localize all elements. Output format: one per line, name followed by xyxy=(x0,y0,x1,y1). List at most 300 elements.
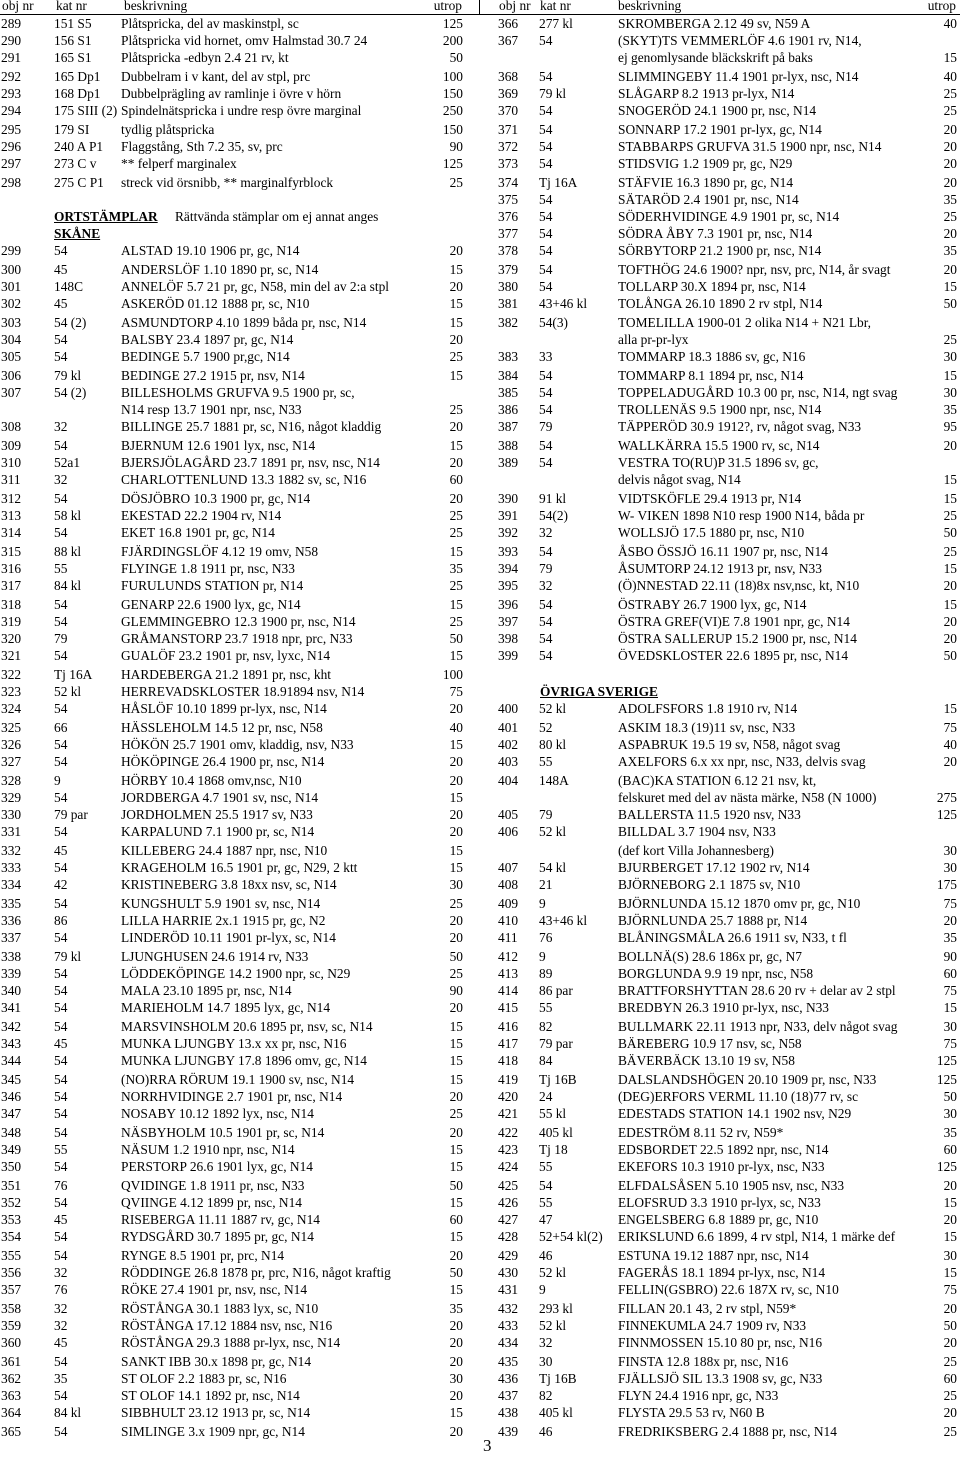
description-cell: HÖRBY 10.4 1868 omv,nsc, N10 xyxy=(121,773,302,788)
katnr-cell: 54 xyxy=(539,209,553,224)
katnr-cell: 54 xyxy=(54,648,68,663)
list-item xyxy=(480,1177,960,1194)
description-cell: RÖSTÅNGA 29.3 1888 pr-lyx, nsc, N14 xyxy=(121,1335,341,1350)
objnr-cell: 413 xyxy=(498,966,519,981)
price-cell: 15 xyxy=(943,472,957,487)
price-cell: 20 xyxy=(449,754,463,769)
katnr-cell: 84 xyxy=(539,1053,553,1068)
objnr-cell: 428 xyxy=(498,1229,519,1244)
list-item xyxy=(480,1124,960,1141)
price-cell: 20 xyxy=(449,1000,463,1015)
list-item xyxy=(480,49,960,66)
katnr-cell: 35 xyxy=(54,1371,68,1386)
katnr-cell: 89 xyxy=(539,966,553,981)
price-cell: 50 xyxy=(449,949,463,964)
price-cell: 150 xyxy=(442,122,463,137)
list-item xyxy=(0,683,480,700)
description-cell: NORRHVIDINGE 2.7 1901 pr, nsc, N14 xyxy=(121,1089,343,1104)
list-item xyxy=(480,982,960,999)
description-cell: STIDSVIG 1.2 1909 pr, gc, N29 xyxy=(618,156,793,171)
list-item xyxy=(480,314,960,331)
price-cell: 50 xyxy=(449,50,463,65)
objnr-cell: 418 xyxy=(498,1053,519,1068)
price-cell: 30 xyxy=(943,1248,957,1263)
katnr-cell: 165 S1 xyxy=(54,50,92,65)
katnr-cell: 54 xyxy=(54,1159,68,1174)
list-item xyxy=(480,1141,960,1158)
price-cell: 35 xyxy=(943,243,957,258)
price-cell: 15 xyxy=(449,1036,463,1051)
objnr-cell: 382 xyxy=(498,315,519,330)
objnr-cell: 407 xyxy=(498,860,519,875)
katnr-cell: 45 xyxy=(54,296,68,311)
objnr-cell: 311 xyxy=(1,472,21,487)
description-cell: EDESTRÖM 8.11 52 rv, N59* xyxy=(618,1125,784,1140)
description-cell: SLIMMINGEBY 11.4 1901 pr-lyx, nsc, N14 xyxy=(618,69,859,84)
price-cell: 30 xyxy=(943,860,957,875)
list-item xyxy=(480,948,960,965)
katnr-cell: 52 kl xyxy=(539,701,567,716)
description-cell: FINNMOSSEN 15.10 80 pr, nsc, N16 xyxy=(618,1335,823,1350)
katnr-cell: 54 xyxy=(54,1019,68,1034)
description-cell: TOMELILLA 1900-01 2 olika N14 + N21 Lbr, xyxy=(618,315,871,330)
description-cell: SONNARP 17.2 1901 pr-lyx, gc, N14 xyxy=(618,122,822,137)
price-cell: 20 xyxy=(449,1388,463,1403)
description-cell: delvis något svag, N14 xyxy=(618,472,741,487)
description-cell: RÖSTÅNGA 30.1 1883 lyx, sc, N10 xyxy=(121,1301,319,1316)
list-item xyxy=(480,630,960,647)
description-cell: MUNKA LJUNGBY 17.8 1896 omv, gc, N14 xyxy=(121,1053,367,1068)
katnr-cell: 54 xyxy=(539,614,553,629)
price-cell: 20 xyxy=(449,913,463,928)
list-item xyxy=(0,736,480,753)
description-cell: alla pr-pr-lyx xyxy=(618,332,689,347)
list-item xyxy=(0,895,480,912)
description-cell: BREDBYN 26.3 1910 pr-lyx, nsc, N33 xyxy=(618,1000,830,1015)
katnr-cell: 54 xyxy=(54,1424,68,1439)
description-cell: NÄSBYHOLM 10.5 1901 pr, sc, N14 xyxy=(121,1125,325,1140)
header-utrop: utrop xyxy=(433,0,462,13)
katnr-cell: 54 xyxy=(54,896,68,911)
price-cell: 20 xyxy=(449,1335,463,1350)
katnr-cell: 277 kl xyxy=(539,16,573,31)
price-cell: 90 xyxy=(449,983,463,998)
katnr-cell: 54(3) xyxy=(539,315,569,330)
list-item xyxy=(0,560,480,577)
objnr-cell: 394 xyxy=(498,561,519,576)
katnr-cell: 91 kl xyxy=(539,491,567,506)
price-cell: 90 xyxy=(943,949,957,964)
katnr-cell: 52 xyxy=(539,720,553,735)
list-item xyxy=(0,719,480,736)
katnr-cell: 30 xyxy=(539,1354,553,1369)
list-item xyxy=(480,242,960,259)
list-item xyxy=(480,1404,960,1421)
description-cell: GENARP 22.6 1900 lyx, gc, N14 xyxy=(121,597,301,612)
katnr-cell: 165 Dp1 xyxy=(54,69,101,84)
list-item xyxy=(0,982,480,999)
objnr-cell: 343 xyxy=(1,1036,22,1051)
objnr-cell: 289 xyxy=(1,16,22,31)
katnr-cell: 54 xyxy=(54,1000,68,1015)
description-cell: SÖDERHVIDINGE 4.9 1901 pr, sc, N14 xyxy=(618,209,840,224)
description-cell: HARDEBERGA 21.2 1891 pr, nsc, kht xyxy=(121,667,331,682)
list-item xyxy=(0,912,480,929)
objnr-cell: 438 xyxy=(498,1405,519,1420)
katnr-cell: 52a1 xyxy=(54,455,81,470)
description-cell: DALSLANDSHÖGEN 20.10 1909 pr, nsc, N33 xyxy=(618,1072,877,1087)
list-item xyxy=(480,1334,960,1351)
katnr-cell: 52 kl xyxy=(539,1318,567,1333)
list-item xyxy=(480,1423,960,1440)
katnr-cell: 54 xyxy=(539,139,553,154)
objnr-cell: 352 xyxy=(1,1195,22,1210)
list-item xyxy=(0,1370,480,1387)
objnr-cell: 432 xyxy=(498,1301,519,1316)
price-cell: 15 xyxy=(449,843,463,858)
price-cell: 50 xyxy=(943,525,957,540)
description-cell: STABBARPS GRUFVA 31.5 1900 npr, nsc, N14 xyxy=(618,139,882,154)
list-item xyxy=(480,700,960,717)
objnr-cell: 291 xyxy=(1,50,22,65)
objnr-cell: 364 xyxy=(1,1405,22,1420)
objnr-cell: 402 xyxy=(498,737,519,752)
description-cell: ST OLOF 14.1 1892 pr, nsc, N14 xyxy=(121,1388,300,1403)
price-cell: 15 xyxy=(943,368,957,383)
list-item xyxy=(0,1177,480,1194)
price-cell: 30 xyxy=(943,843,957,858)
list-item xyxy=(0,772,480,789)
katnr-cell: 54 xyxy=(54,1195,68,1210)
description-cell: NOSABY 10.12 1892 lyx, nsc, N14 xyxy=(121,1106,314,1121)
objnr-cell: 320 xyxy=(1,631,22,646)
objnr-cell: 350 xyxy=(1,1159,22,1174)
price-cell: 20 xyxy=(449,1424,463,1439)
price-cell: 20 xyxy=(449,1089,463,1104)
objnr-cell: 358 xyxy=(1,1301,22,1316)
header-beskrivning: beskrivning xyxy=(618,0,682,13)
price-cell: 25 xyxy=(943,332,957,347)
katnr-cell: 54 xyxy=(539,544,553,559)
objnr-cell: 422 xyxy=(498,1125,519,1140)
katnr-cell: 55 xyxy=(54,1142,68,1157)
objnr-cell: 411 xyxy=(498,930,518,945)
price-cell: 15 xyxy=(943,1265,957,1280)
description-cell: (Ö)NNESTAD 22.11 (18)8x nsv,nsc, kt, N10 xyxy=(618,578,860,593)
list-item xyxy=(480,155,960,172)
list-item xyxy=(0,1317,480,1334)
objnr-cell: 381 xyxy=(498,296,519,311)
katnr-cell: 45 xyxy=(54,262,68,277)
list-item xyxy=(0,524,480,541)
price-cell: 50 xyxy=(943,296,957,311)
description-cell: SNOGERÖD 24.1 1900 pr, nsc, N14 xyxy=(618,103,817,118)
description-cell: FILLAN 20.1 43, 2 rv stpl, N59* xyxy=(618,1301,797,1316)
objnr-cell: 342 xyxy=(1,1019,22,1034)
list-item xyxy=(0,278,480,295)
description-cell: BÄREBERG 10.9 17 nsv, sc, N58 xyxy=(618,1036,802,1051)
katnr-cell: 54 xyxy=(539,243,553,258)
price-cell: 20 xyxy=(943,1335,957,1350)
description-cell: Spindelnätspricka i undre resp övre marginal xyxy=(121,103,362,118)
description-cell: ASKIM 18.3 (19)11 sv, nsc, N33 xyxy=(618,720,796,735)
list-item xyxy=(0,613,480,630)
price-cell: 20 xyxy=(449,824,463,839)
price-cell: 20 xyxy=(943,175,957,190)
price-cell: 75 xyxy=(943,1036,957,1051)
katnr-cell: 151 S5 xyxy=(54,16,92,31)
objnr-cell: 313 xyxy=(1,508,22,523)
katnr-cell: 54 xyxy=(539,279,553,294)
list-item xyxy=(480,225,960,242)
objnr-cell: 399 xyxy=(498,648,519,663)
right-column xyxy=(479,0,960,1439)
objnr-cell: 363 xyxy=(1,1388,22,1403)
price-cell: 30 xyxy=(943,1106,957,1121)
description-cell: BJERNUM 12.6 1901 lyx, nsc, N14 xyxy=(121,438,316,453)
katnr-cell: 86 xyxy=(54,913,68,928)
description-cell: EDSBORDET 22.5 1892 npr, nsc, N14 xyxy=(618,1142,829,1157)
objnr-cell: 372 xyxy=(498,139,519,154)
section-heading-row xyxy=(480,683,960,700)
katnr-cell: 55 xyxy=(539,754,553,769)
katnr-cell: 33 xyxy=(539,349,553,364)
list-item xyxy=(0,174,480,191)
list-item xyxy=(480,348,960,365)
description-cell: FJÄLLSJÖ SIL 13.3 1908 sv, gc, N33 xyxy=(618,1371,823,1386)
katnr-cell: 54 xyxy=(54,860,68,875)
katnr-cell: 54 xyxy=(54,525,68,540)
description-cell: ANNELÖF 5.7 21 pr, gc, N58, min del av 2:a stpl xyxy=(121,279,389,294)
list-item xyxy=(0,1158,480,1175)
katnr-cell: 88 kl xyxy=(54,544,82,559)
katnr-cell: 84 kl xyxy=(54,578,82,593)
list-item xyxy=(0,437,480,454)
list-item xyxy=(0,1124,480,1141)
price-cell: 25 xyxy=(449,349,463,364)
objnr-cell: 346 xyxy=(1,1089,22,1104)
objnr-cell: 434 xyxy=(498,1335,519,1350)
objnr-cell: 415 xyxy=(498,1000,519,1015)
description-cell: ELFDALSÅSEN 5.10 1905 nsv, nsc, N33 xyxy=(618,1178,845,1193)
price-cell: 30 xyxy=(449,877,463,892)
description-cell: FELLIN(GSBRO) 22.6 187X rv, sc, N10 xyxy=(618,1282,839,1297)
price-cell: 25 xyxy=(943,1424,957,1439)
list-item xyxy=(480,1071,960,1088)
price-cell: 20 xyxy=(943,226,957,241)
header-katnr: kat nr xyxy=(56,0,87,13)
list-item xyxy=(0,806,480,823)
price-cell: 40 xyxy=(943,69,957,84)
price-cell: 125 xyxy=(442,156,463,171)
objnr-cell: 436 xyxy=(498,1371,519,1386)
list-item xyxy=(0,1300,480,1317)
price-cell: 15 xyxy=(943,1000,957,1015)
katnr-cell: 54 xyxy=(54,737,68,752)
katnr-cell: 43+46 kl xyxy=(539,296,588,311)
objnr-cell: 302 xyxy=(1,296,22,311)
objnr-cell: 290 xyxy=(1,33,22,48)
description-cell: TROLLENÄS 9.5 1900 npr, nsc, N14 xyxy=(618,402,822,417)
price-cell: 25 xyxy=(943,103,957,118)
list-item xyxy=(480,1353,960,1370)
description-cell: TOFTHÖG 24.6 1900? npr, nsv, prc, N14, år svagt xyxy=(618,262,891,277)
katnr-cell: 76 xyxy=(54,1178,68,1193)
katnr-cell: 9 xyxy=(539,1282,546,1297)
objnr-cell: 312 xyxy=(1,491,22,506)
katnr-cell: 273 C v xyxy=(54,156,97,171)
objnr-cell: 419 xyxy=(498,1072,519,1087)
katnr-cell: 54 xyxy=(54,491,68,506)
price-cell: 25 xyxy=(449,508,463,523)
list-item xyxy=(480,577,960,594)
list-item xyxy=(480,1211,960,1228)
katnr-cell: 79 par xyxy=(54,807,88,822)
objnr-cell: 384 xyxy=(498,368,519,383)
katnr-cell: 32 xyxy=(54,1301,68,1316)
list-item xyxy=(480,647,960,664)
description-cell: JORDBERGA 4.7 1901 sv, nsc, N14 xyxy=(121,790,319,805)
description-cell: DÖSJÖBRO 10.3 1900 pr, gc, N14 xyxy=(121,491,311,506)
list-item xyxy=(0,1228,480,1245)
list-item xyxy=(480,85,960,102)
objnr-cell: 345 xyxy=(1,1072,22,1087)
list-item xyxy=(480,208,960,225)
description-cell: FJÄRDINGSLÖF 4.12 19 omv, N58 xyxy=(121,544,319,559)
list-item xyxy=(480,367,960,384)
katnr-cell: 405 kl xyxy=(539,1125,573,1140)
price-cell: 15 xyxy=(449,1053,463,1068)
katnr-cell: 32 xyxy=(54,472,68,487)
objnr-cell: 366 xyxy=(498,16,519,31)
price-cell: 15 xyxy=(449,438,463,453)
list-item xyxy=(480,331,960,348)
objnr-cell: 396 xyxy=(498,597,519,612)
objnr-cell: 310 xyxy=(1,455,22,470)
objnr-cell: 386 xyxy=(498,402,519,417)
objnr-cell: 378 xyxy=(498,243,519,258)
description-cell: LINDERÖD 10.11 1901 pr-lyx, sc, N14 xyxy=(121,930,336,945)
katnr-cell: 54 xyxy=(54,1248,68,1263)
katnr-cell: Tj 16B xyxy=(539,1072,577,1087)
list-item xyxy=(0,138,480,155)
katnr-cell: 82 xyxy=(539,1019,553,1034)
list-item xyxy=(0,401,480,418)
list-item xyxy=(0,155,480,172)
description-cell: BEDINGE 27.2 1915 pr, nsv, N14 xyxy=(121,368,305,383)
price-cell: 150 xyxy=(442,86,463,101)
katnr-cell: 54 xyxy=(539,631,553,646)
katnr-cell: 79 kl xyxy=(539,86,567,101)
description-cell: BLÅNINGSMÅLA 26.6 1911 sv, N33, t fl xyxy=(618,930,847,945)
list-item xyxy=(0,418,480,435)
header-utrop: utrop xyxy=(927,0,956,13)
objnr-cell: 392 xyxy=(498,525,519,540)
description-cell: WOLLSJÖ 17.5 1880 pr, nsc, N10 xyxy=(618,525,805,540)
objnr-cell: 423 xyxy=(498,1142,519,1157)
katnr-cell: 54 xyxy=(54,701,68,716)
objnr-cell: 371 xyxy=(498,122,519,137)
katnr-cell: 54 xyxy=(539,648,553,663)
objnr-cell: 294 xyxy=(1,103,22,118)
katnr-cell: Tj 16A xyxy=(54,667,93,682)
description-cell: Dubbelram i v kant, del av stpl, prc xyxy=(121,69,311,84)
katnr-cell: 54 (2) xyxy=(54,385,87,400)
list-item xyxy=(0,85,480,102)
list-item xyxy=(480,1300,960,1317)
objnr-cell: 431 xyxy=(498,1282,519,1297)
katnr-cell: 66 xyxy=(54,720,68,735)
katnr-cell: 54 xyxy=(539,455,553,470)
objnr-cell: 307 xyxy=(1,385,22,400)
price-cell: 20 xyxy=(449,701,463,716)
objnr-cell: 375 xyxy=(498,192,519,207)
katnr-cell: 79 xyxy=(539,419,553,434)
price-cell: 35 xyxy=(943,192,957,207)
price-cell: 15 xyxy=(943,50,957,65)
price-cell: 75 xyxy=(943,1282,957,1297)
price-cell: 25 xyxy=(449,1106,463,1121)
katnr-cell: 168 Dp1 xyxy=(54,86,101,101)
description-cell: SANKT IBB 30.x 1898 pr, gc, N14 xyxy=(121,1354,312,1369)
katnr-cell: 52 kl xyxy=(54,684,82,699)
katnr-cell: 55 kl xyxy=(539,1106,567,1121)
price-cell: 125 xyxy=(936,1053,957,1068)
objnr-cell: 306 xyxy=(1,368,22,383)
price-cell: 40 xyxy=(943,737,957,752)
objnr-cell: 427 xyxy=(498,1212,519,1227)
katnr-cell: 32 xyxy=(54,1318,68,1333)
katnr-cell: 52 kl xyxy=(539,1265,567,1280)
katnr-cell: 32 xyxy=(539,578,553,593)
price-cell: 15 xyxy=(943,597,957,612)
katnr-cell: 80 kl xyxy=(539,737,567,752)
list-item xyxy=(480,1317,960,1334)
objnr-cell: 377 xyxy=(498,226,519,241)
katnr-cell: 54(2) xyxy=(539,508,569,523)
list-item xyxy=(480,859,960,876)
description-cell: BRATTFORSHYTTAN 28.6 20 rv + delar av 2 stpl xyxy=(618,983,896,998)
list-item xyxy=(480,806,960,823)
description-cell: (def kort Villa Johannesberg) xyxy=(618,843,774,858)
objnr-cell: 305 xyxy=(1,349,22,364)
katnr-cell: 148A xyxy=(539,773,569,788)
objnr-cell: 303 xyxy=(1,315,22,330)
description-cell: SIBBHULT 23.12 1913 pr, sc, N14 xyxy=(121,1405,311,1420)
objnr-cell: 405 xyxy=(498,807,519,822)
katnr-cell: 32 xyxy=(539,1335,553,1350)
katnr-cell: 54 xyxy=(539,262,553,277)
list-item xyxy=(0,490,480,507)
description-cell: ALSTAD 19.10 1906 pr, gc, N14 xyxy=(121,243,300,258)
list-item xyxy=(0,102,480,119)
list-item xyxy=(480,772,960,789)
objnr-cell: 297 xyxy=(1,156,22,171)
description-cell: ENGELSBERG 6.8 1889 pr, gc, N10 xyxy=(618,1212,819,1227)
katnr-cell: 54 xyxy=(54,332,68,347)
katnr-cell: Tj 16B xyxy=(539,1371,577,1386)
description-cell: BILLINGE 25.7 1881 pr, sc, N16, något kladdig xyxy=(121,419,382,434)
katnr-cell: 46 xyxy=(539,1424,553,1439)
list-item xyxy=(480,1088,960,1105)
objnr-cell: 433 xyxy=(498,1318,519,1333)
price-cell: 25 xyxy=(943,508,957,523)
description-cell: LJUNGHUSEN 24.6 1914 rv, N33 xyxy=(121,949,309,964)
list-item xyxy=(0,384,480,401)
description-cell: TOMMARP 18.3 1886 sv, gc, N16 xyxy=(618,349,806,364)
objnr-cell: 338 xyxy=(1,949,22,964)
price-cell: 40 xyxy=(449,720,463,735)
